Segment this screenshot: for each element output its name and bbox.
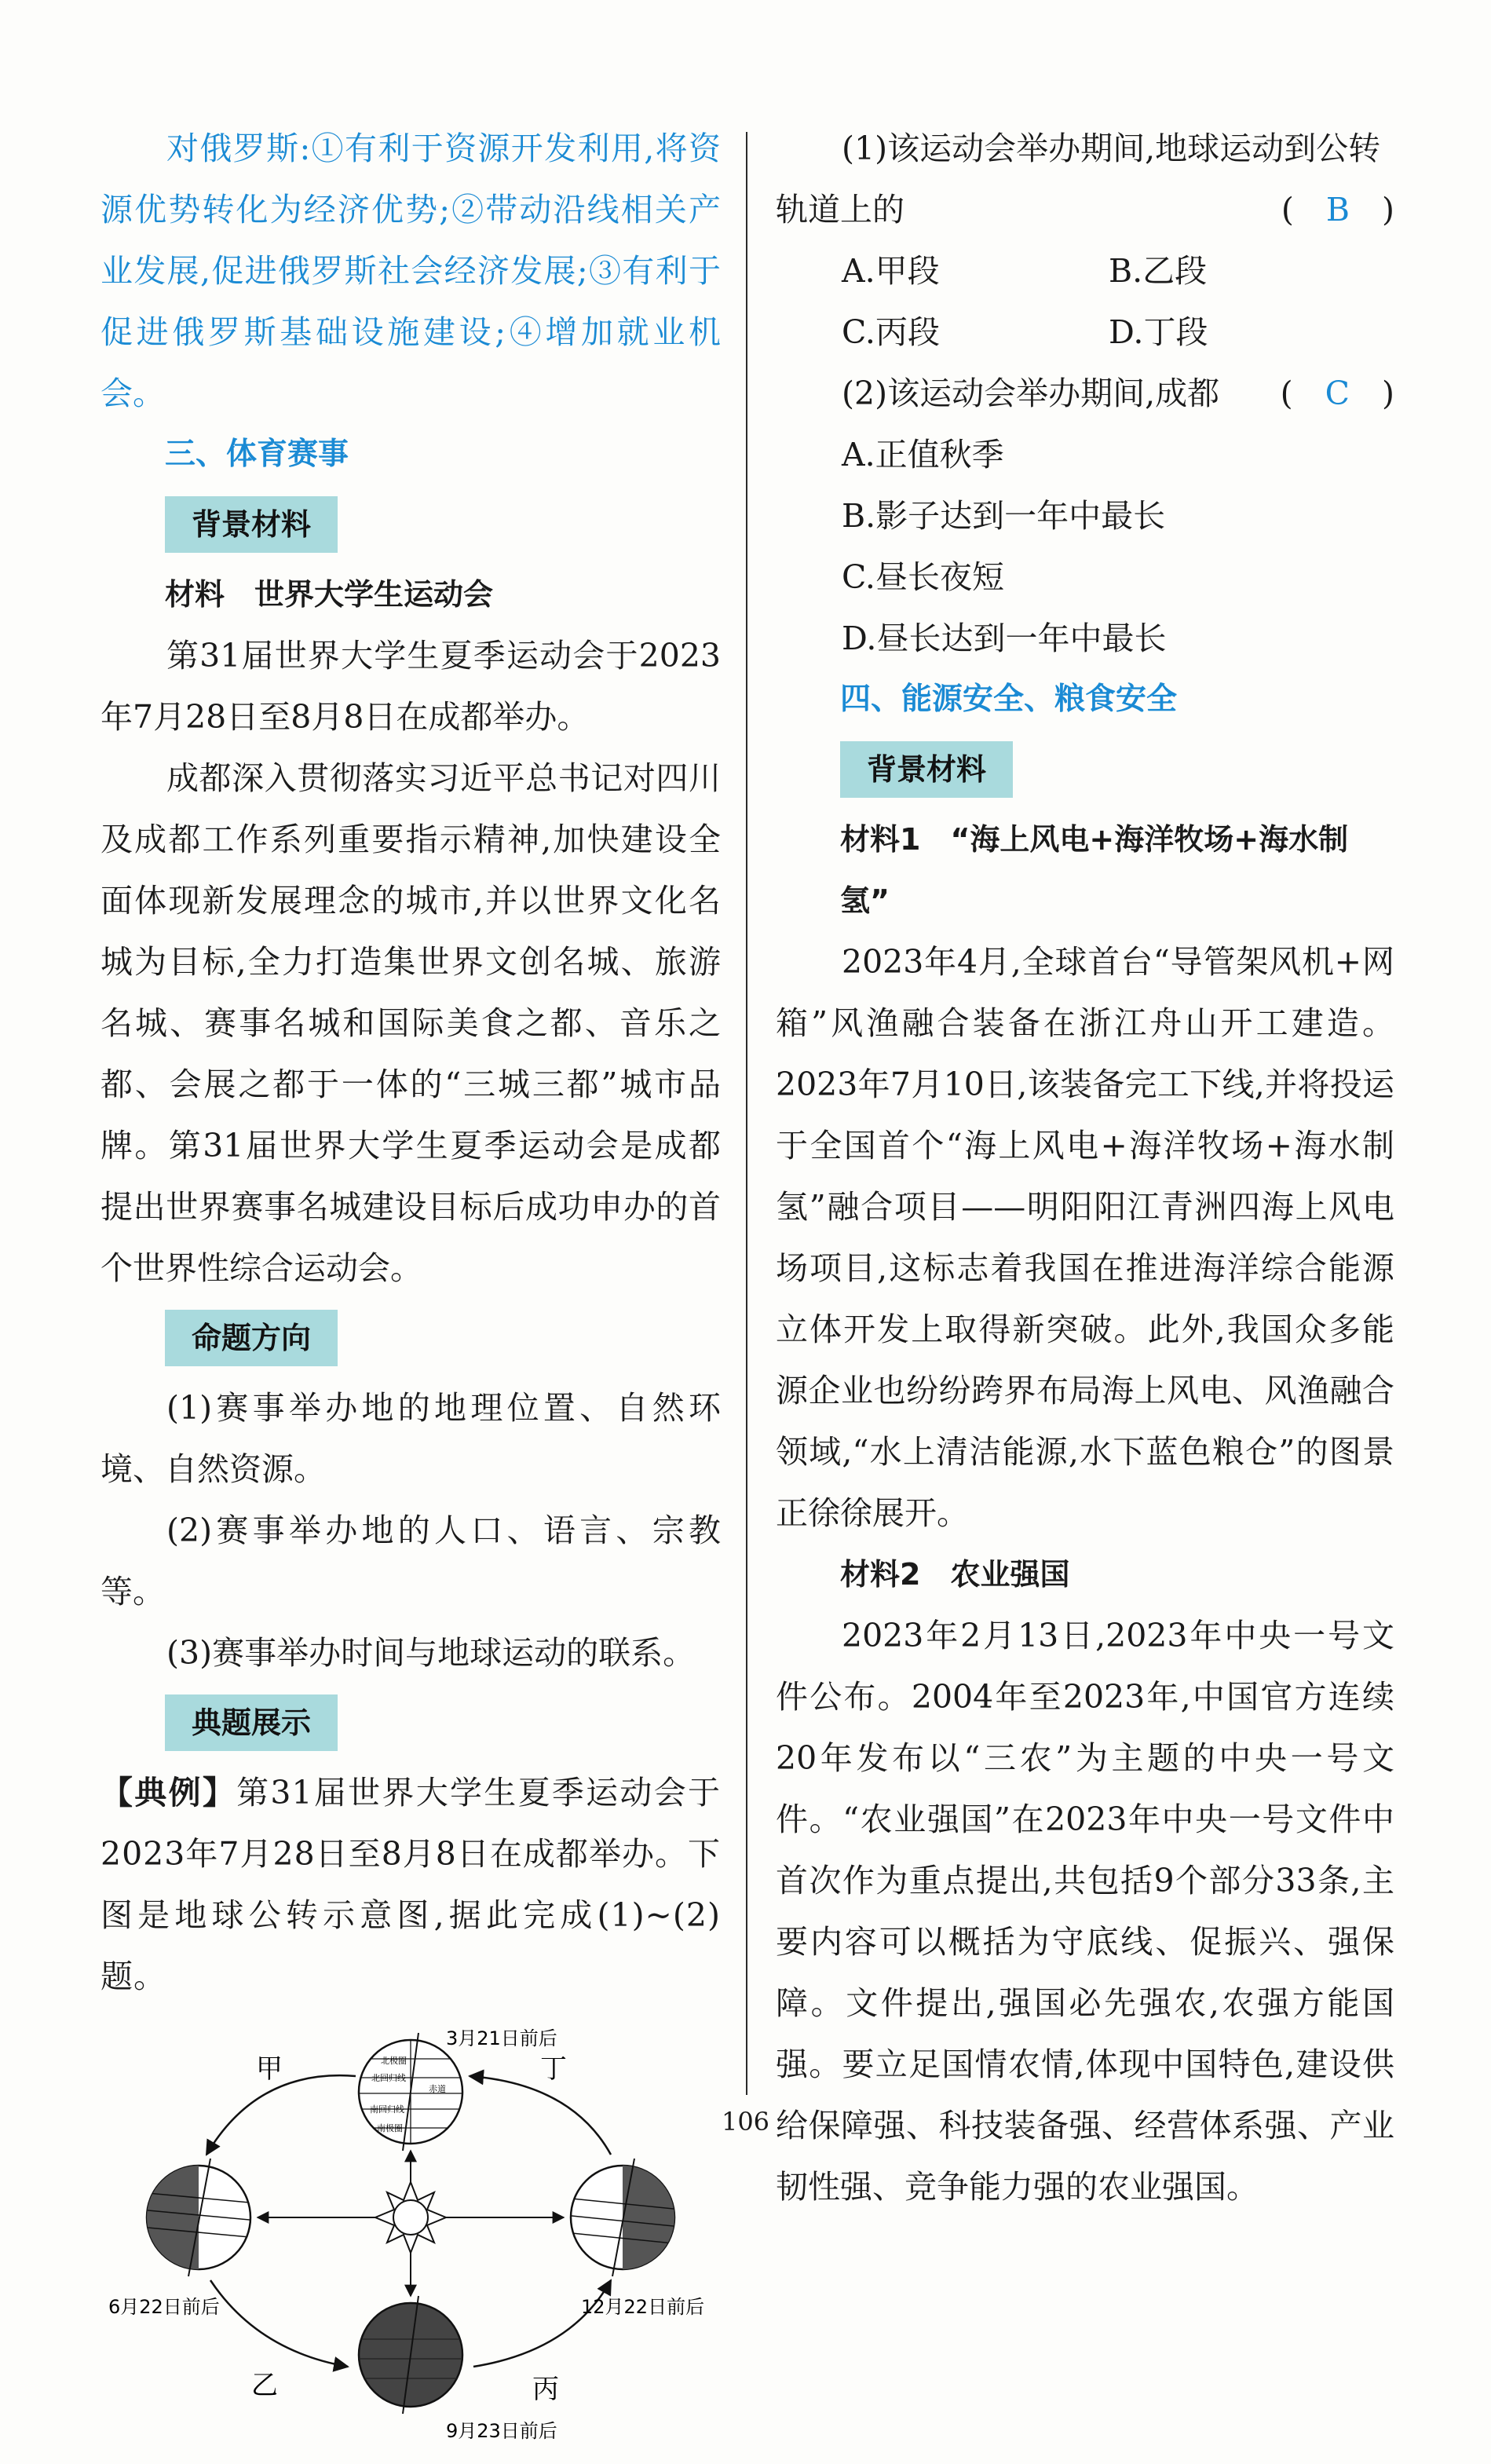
section-title-energy: 四、能源安全、粮食安全 bbox=[840, 682, 1178, 717]
option: A.甲段 bbox=[842, 252, 940, 290]
question-2-answer: C bbox=[1325, 375, 1350, 412]
answer-text: 对俄罗斯:①有利于资源开发利用,将资源优势转化为经济优势;②带动沿线相关产业发展,促进俄罗斯社会经济发展;③有利于促进俄罗斯基础设施建设;④增加就业机会。 bbox=[100, 130, 721, 412]
option: A.正值秋季 bbox=[842, 436, 1004, 473]
globe-label: 南回归线 bbox=[370, 2104, 404, 2115]
question-2-line bbox=[776, 363, 1394, 424]
material-paragraph: 第31届世界大学生夏季运动会于2023年7月28日至8月8日在成都举办。 bbox=[100, 637, 721, 736]
globe-label: 北极圈 bbox=[381, 2056, 407, 2066]
earth-revolution-diagram bbox=[100, 2021, 721, 2461]
earth-icon-june bbox=[140, 2159, 258, 2276]
date-label-june: 6月22日前后 bbox=[108, 2296, 220, 2318]
example-body: 第31届世界大学生夏季运动会于2023年7月28日至8月8日在成都举办。下图是地球公转示意图,据此完成(1)~(2)题。 bbox=[100, 1774, 722, 1995]
page-number: 106 bbox=[721, 2107, 770, 2137]
orbit-arrow-bing bbox=[473, 2280, 611, 2367]
option: C.昼长夜短 bbox=[842, 558, 1004, 596]
answer-bracket: ( B ) bbox=[1281, 191, 1394, 228]
earth-icon-december bbox=[564, 2159, 682, 2276]
direction-item: (1)赛事举办地的地理位置、自然环境、自然资源。 bbox=[100, 1389, 721, 1488]
date-label-march: 3月21日前后 bbox=[446, 2027, 557, 2049]
question-2-stem: (2)该运动会举办期间,成都 bbox=[842, 375, 1220, 412]
option: D.丁段 bbox=[1109, 313, 1208, 351]
section-title-sports: 三、体育赛事 bbox=[165, 437, 349, 472]
globe-label: 北回归线 bbox=[371, 2073, 406, 2083]
date-label-december: 12月22日前后 bbox=[581, 2296, 705, 2318]
column-divider bbox=[746, 132, 747, 2095]
right-column bbox=[776, 118, 1394, 2217]
question-1-stem: (1)该运动会举办期间,地球运动到公转 bbox=[842, 130, 1381, 167]
material-paragraph: 成都深入贯彻落实习近平总书记对四川及成都工作系列重要指示精神,加快建设全面体现新发展理念的城市,并以世界文化名城为目标,全力打造集世界文创名城、旅游名城、赛事名城和国际美食之都、音乐之都、会展之都于一体的“三城三都”城市品牌。第31届世界大学生夏季运动会是成都提出世界赛事名城建设目标后成功申办的首个世界性综合运动会。 bbox=[100, 759, 721, 1287]
material-1-title: 材料1 “海上风电+海洋牧场+海水制氢” bbox=[840, 822, 1349, 918]
segment-yi: 乙 bbox=[251, 2370, 278, 2401]
orbit-arrow-yi bbox=[210, 2280, 348, 2367]
question-1-answer: B bbox=[1325, 191, 1350, 228]
material-title: 材料 世界大学生运动会 bbox=[165, 577, 494, 612]
earth-icon-september bbox=[352, 2296, 470, 2414]
question-1-stem-end: 轨道上的 bbox=[776, 191, 904, 228]
example-text bbox=[100, 1762, 721, 2007]
answer-bracket: ( C ) bbox=[1280, 375, 1394, 412]
question-1-options-row bbox=[776, 240, 1394, 302]
segment-jia: 甲 bbox=[256, 2053, 283, 2085]
option: D.昼长达到一年中最长 bbox=[842, 620, 1167, 657]
material-2-text: 2023年2月13日,2023年中央一号文件公布。2004年至2023年,中国官方连续20年发布以“三农”为主题的中央一号文件。“农业强国”在2023年中央一号文件中首次作为重点提出,共包括9个部分33条,主要内容可以概括为守底线、促振兴、强保障。文件提出,强国必先强农,农强方能国强。要立足国情农情,体现中国特色,建设供给保障强、科技装备强、经营体系强、产业韧性强、竞争能力强的农业强国。 bbox=[776, 1617, 1394, 2206]
material-1-text: 2023年4月,全球首台“导管架风机+网箱”风渔融合装备在浙江舟山开工建造。2023年7月10日,该装备完工下线,并将投运于全国首个“海上风电+海洋牧场+海水制氢”融合项目——明阳阳江青洲四海上风电场项目,这标志着我国在推进海洋综合能源立体开发上取得新突破。此外,我国众多能源企业也纷纷跨界布局海上风电、风渔融合领域,“水上清洁能源,水下蓝色粮仓”的图景正徐徐展开。 bbox=[776, 943, 1394, 1532]
globe-label: 赤道 bbox=[429, 2084, 446, 2094]
revolution-svg bbox=[100, 2021, 721, 2461]
direction-item: (3)赛事举办时间与地球运动的联系。 bbox=[166, 1634, 696, 1672]
date-label-september: 9月23日前后 bbox=[446, 2420, 557, 2442]
option: C.丙段 bbox=[842, 313, 940, 351]
segment-bing: 丙 bbox=[532, 2374, 559, 2405]
globe-label: 南极圈 bbox=[377, 2123, 403, 2133]
background-material-tag: 背景材料 bbox=[165, 496, 338, 553]
background-material-tag: 背景材料 bbox=[840, 741, 1013, 798]
question-1-line bbox=[776, 179, 1394, 240]
direction-item: (2)赛事举办地的人口、语言、宗教等。 bbox=[100, 1512, 721, 1610]
option: B.影子达到一年中最长 bbox=[842, 497, 1166, 535]
segment-ding: 丁 bbox=[540, 2053, 567, 2085]
example-tag: 典题展示 bbox=[165, 1694, 338, 1751]
question-1-options-row bbox=[776, 302, 1394, 363]
material-2-title: 材料2 农业强国 bbox=[840, 1557, 1070, 1592]
sun-icon bbox=[375, 2182, 446, 2253]
direction-tag: 命题方向 bbox=[165, 1310, 338, 1366]
example-label: 【典例】 bbox=[100, 1774, 237, 1811]
option: B.乙段 bbox=[1109, 252, 1208, 290]
